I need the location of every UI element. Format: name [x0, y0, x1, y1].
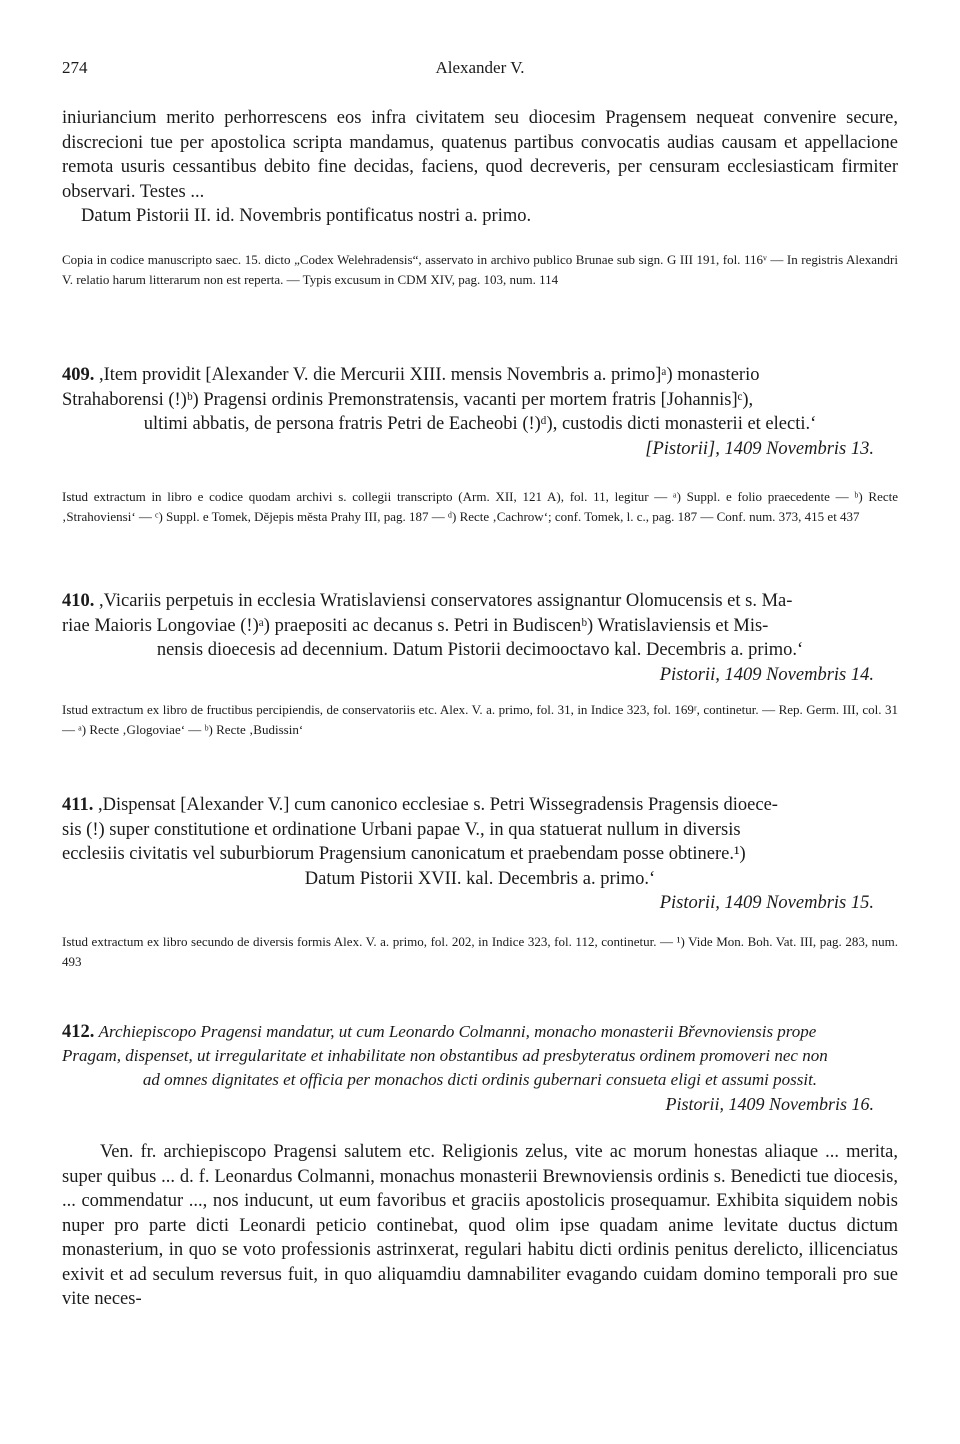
entry-number: 409.: [62, 365, 95, 385]
page-number: 274: [62, 58, 88, 77]
running-title: Alexander V.: [435, 58, 525, 77]
entry-date: [Pistorii], 1409 Novembris 13.: [645, 438, 874, 459]
entry-number: 410.: [62, 591, 95, 611]
entry-409-footnote: Istud extractum in libro e codice quodam archivi s. collegii transcripto (Arm. XII, 121 A), fol. 11, legitur — ᵃ) Suppl. e folio praecedente — ᵇ) Recte ‚Strahoviensi‘ — ᶜ) Suppl. e Tomek, Dějepis města Prahy III, pag. 187 — ᵈ) Recte ‚Cachrow‘; conf. Tomek, l. c., pag. 187 — Conf. num. 373, 415 et 437: [62, 489, 898, 524]
entry-date: Pistorii, 1409 Novembris 16.: [665, 1094, 874, 1114]
entry-number: 411.: [62, 795, 94, 815]
entry-409: [62, 363, 898, 461]
intro-datum: Datum Pistorii II. id. Novembris pontificatus nostri a. primo.: [81, 206, 532, 226]
entry-number: 412.: [62, 1022, 95, 1042]
running-header: [62, 58, 898, 82]
entry-date: Pistorii, 1409 Novembris 14.: [659, 664, 874, 685]
entry-411: [62, 793, 898, 916]
entry-line: Datum Pistorii XVII. kal. Decembris a. primo.‘: [304, 868, 656, 889]
entry-line: ad omnes dignitates et officia per monachos dicti ordinis gubernari consueta eligi et assumi possit.: [142, 1070, 818, 1089]
entry-line: ecclesiis civitatis vel suburbiorum Pragensium canonicatum et praebendam posse obtinere.¹): [62, 844, 746, 864]
entry-412-heading: [62, 1020, 898, 1116]
entry-line: ,Dispensat [Alexander V.] cum canonico ecclesiae s. Petri Wissegradensis Pragensis dioece-: [97, 795, 778, 815]
entry-line: ultimi abbatis, de persona fratris Petri de Eacheobi (!)ᵈ), custodis dicti monasterii et electi.‘: [143, 414, 817, 434]
entry-line: riae Maioris Longoviae (!)ᵃ) praepositi ac decanus s. Petri in Budiscenᵇ) Wratislaviensis et Mis-: [62, 615, 769, 636]
intro-paragraph: [62, 106, 898, 229]
entry-line: ,Item providit [Alexander V. die Mercurii XIII. mensis Novembris a. primo]ᵃ) monasterio: [99, 365, 760, 385]
entry-line: ,Vicariis perpetuis in ecclesia Wratislaviensi conservatores assignantur Olomucensis et s. Ma-: [99, 591, 793, 611]
entry-line: sis (!) super constitutione et ordinatione Urbani papae V., in qua statuerat nullum in diversis: [62, 819, 741, 840]
intro-text: iniuriancium merito perhorrescens eos infra civitatem seu diocesim Pragensem nequeat convenire secure, discrecioni tue per apostolica scripta mandamus, quatenus partibus convocatis audias causam et appellacione remota usuris cessantibus debito fine decidas, faciens, quod decreveris, per censuram ecclesiasticam firmiter observari. Testes ...: [62, 108, 898, 202]
intro-footnote: Copia in codice manuscripto saec. 15. dicto „Codex Welehradensis“, asservato in archivo publico Brunae sub sign. G III 191, fol. 116ᵛ — In registris Alexandri V. relatio harum litterarum non est reperta. — Typis excusum in CDM XIV, pag. 103, num. 114: [62, 252, 898, 287]
entry-410-footnote: Istud extractum ex libro de fructibus percipiendis, de conservatoriis etc. Alex. V. a. primo, fol. 31, in Indice 323, fol. 169ʳ, continetur. — Rep. Germ. III, col. 31 — ᵃ) Recte ‚Glogoviae‘ — ᵇ) Recte ‚Budissin‘: [62, 702, 898, 737]
entry-line: Pragam, dispenset, ut irregularitate et inhabilitate non obstantibus ad presbyteratus ordinem promoveri nec non: [62, 1046, 828, 1065]
entry-date: Pistorii, 1409 Novembris 15.: [659, 893, 874, 913]
entry-410: [62, 589, 898, 687]
entry-412-body: Ven. fr. archiepiscopo Pragensi salutem etc. Religionis zelus, vite ac morum honestas aliaque ... merita, super quibus ... d. f. Leonardus Colmanni, monachus monasterii Brewnoviensis ordinis s. Benedicti tue diocesis, ... commendatur ..., nos inducunt, ut eum favoribus et graciis apostolicis prosequamur. Exhibita siquidem nobis nuper pro parte dicti Leonardi peticio continebat, quod olim ipse quadam anime levitate ductus dictum monasterium, in quo se voto professionis astrinxerat, regulari habitu dicti ordinis penitus derelicto, illicenciatus exivit et ad seculum reversus fuit, in quo aliquamdiu damnabiliter evagando cuidam domino temporali pro sue vite neces-: [62, 1142, 898, 1309]
entry-411-footnote: Istud extractum ex libro secundo de diversis formis Alex. V. a. primo, fol. 202, in Indice 323, fol. 112, continetur. — ¹) Vide Mon. Boh. Vat. III, pag. 283, num. 493: [62, 934, 898, 969]
entry-line: Archiepiscopo Pragensi mandatur, ut cum Leonardo Colmanni, monacho monasterii Břevnoviensis prope: [98, 1022, 817, 1041]
entry-line: Strahaborensi (!)ᵇ) Pragensi ordinis Premonstratensis, vacanti per mortem fratris [Johannis]ᶜ),: [62, 389, 754, 410]
entry-line: nensis dioecesis ad decennium. Datum Pistorii decimooctavo kal. Decembris a. primo.‘: [156, 640, 804, 660]
